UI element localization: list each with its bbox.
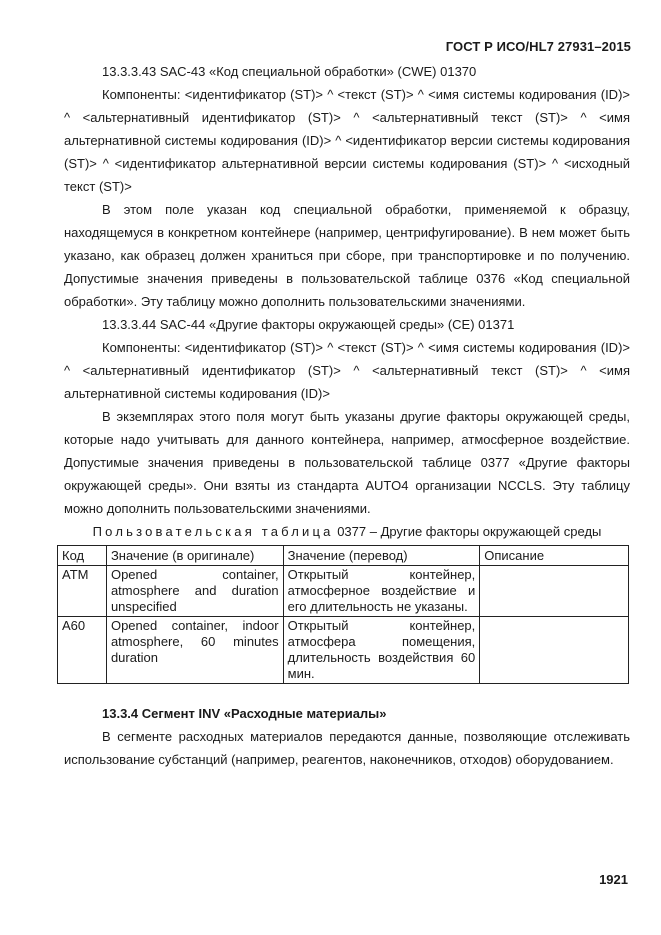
cell-code: ATM bbox=[58, 566, 107, 617]
description-paragraph-sac43: В этом поле указан код специальной обработки, применяемой к образцу, находящемуся в конкретном контейнере (например, центрифугирование). В нем может быть указано, как образец должен храниться при сборе, при транспортировке и по получению. Допустимые значения приведены в пользовательской таблице 0376 «Код специальной обработки». Эту таблицу можно дополнить пользовательскими значениями. bbox=[64, 202, 630, 309]
cell-description bbox=[480, 566, 629, 617]
section-heading-sac44: 13.3.3.44 SAC-44 «Другие факторы окружающей среды» (CE) 01371 bbox=[102, 317, 515, 332]
cell-description bbox=[480, 617, 629, 684]
components-paragraph-sac43: Компоненты: <идентификатор (ST)> ^ <текст (ST)> ^ <имя системы кодирования (ID)> ^ <альтернативный идентификатор (ST)> ^ <альтернативный текст (ST)> ^ <имя альтернативной системы кодирования (ID)> ^ <идентификатор версии системы кодирования (ST)> ^ <идентификатор альтернативной версии системы кодирования (ST)> ^ <исходный текст (ST)> bbox=[64, 87, 630, 194]
table-caption-title: 0377 – Другие факторы окружающей среды bbox=[337, 524, 602, 539]
components-paragraph-sac44: Компоненты: <идентификатор (ST)> ^ <текст (ST)> ^ <имя системы кодирования (ID)> ^ <альтернативный идентификатор (ST)> ^ <альтернативный текст (ST)> ^ <имя альтернативной системы кодирования (ID)> bbox=[64, 340, 630, 401]
page-number: 1921 bbox=[599, 872, 628, 887]
cell-translation: Открытый контейнер, атмосфера помещения, длительность воздействия 60 мин. bbox=[283, 617, 480, 684]
section-heading-inv: 13.3.4 Сегмент INV «Расходные материалы» bbox=[102, 706, 387, 721]
column-header-code: Код bbox=[58, 546, 107, 566]
cell-translation: Открытый контейнер, атмосферное воздействие и его длительность не указаны. bbox=[283, 566, 480, 617]
description-paragraph-sac44: В экземплярах этого поля могут быть указаны другие факторы окружающей среды, которые надо учитывать для данного контейнера, например, атмосферное воздействие. Допустимые значения приведены в пользовательской таблице 0377 «Другие факторы окружающей среды». Они взяты из стандарта AUTO4 организации NCCLS. Эту таблицу можно дополнить пользовательскими значениями. bbox=[64, 409, 630, 516]
cell-original: Opened container, indoor atmosphere, 60 minutes duration bbox=[106, 617, 283, 684]
column-header-description: Описание bbox=[480, 546, 629, 566]
inv-paragraph: В сегменте расходных материалов передаются данные, позволяющие отслеживать использование субстанций (например, реагентов, наконечников, отходов) оборудованием. bbox=[64, 729, 630, 767]
table-caption bbox=[64, 522, 630, 542]
user-table-0377 bbox=[57, 545, 629, 684]
section-heading-sac43: 13.3.3.43 SAC-43 «Код специальной обработки» (CWE) 01370 bbox=[102, 64, 477, 79]
document-body bbox=[64, 60, 630, 771]
cell-original: Opened container, atmosphere and duration unspecified bbox=[106, 566, 283, 617]
table-row bbox=[58, 566, 629, 617]
table-caption-label: Пользовательская таблица bbox=[92, 524, 334, 539]
column-header-original: Значение (в оригинале) bbox=[106, 546, 283, 566]
table-header-row bbox=[58, 546, 629, 566]
table-row bbox=[58, 617, 629, 684]
cell-code: A60 bbox=[58, 617, 107, 684]
column-header-translation: Значение (перевод) bbox=[283, 546, 480, 566]
document-header: ГОСТ Р ИСО/HL7 27931–2015 bbox=[445, 39, 631, 54]
